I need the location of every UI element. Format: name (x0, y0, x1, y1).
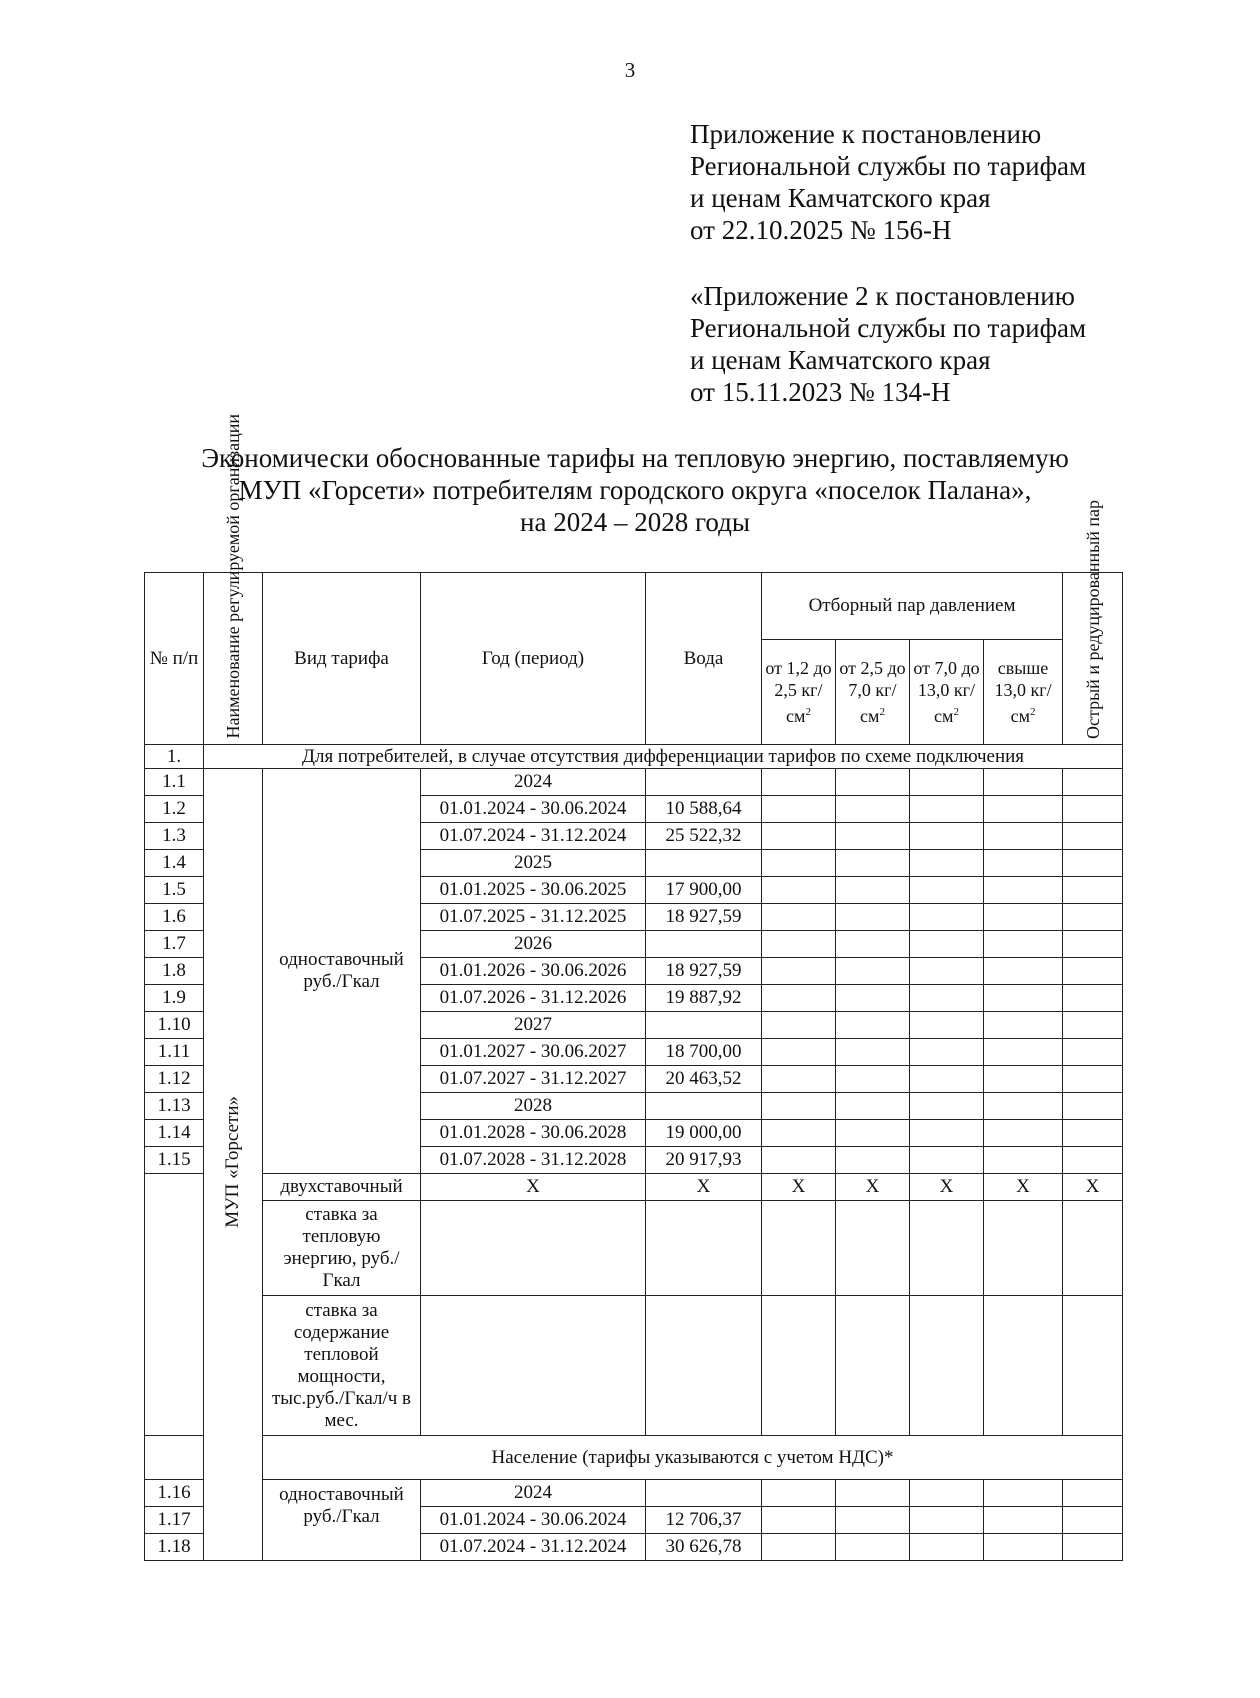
row-water: 18 927,59 (646, 958, 762, 985)
appendix-header-2 (690, 280, 1086, 408)
header-pressure-3: от 7,0 до 13,0 $кг/см^2$ (910, 640, 984, 745)
row-water: 18 927,59 (646, 904, 762, 931)
header-tariff-type: Вид тарифа (263, 573, 421, 745)
row-water (646, 931, 762, 958)
row-period: 01.07.2028 - 31.12.2028 (421, 1147, 646, 1174)
row-period: 01.07.2024 - 31.12.2024 (421, 823, 646, 850)
header-live-steam: Острый и редуцированный пар (1063, 573, 1123, 745)
row-water (646, 1012, 762, 1039)
row-water: 25 522,32 (646, 823, 762, 850)
title-line: на 2024 – 2028 годы (520, 507, 750, 537)
population-label: Население (тарифы указываются с учетом НДС)* (263, 1436, 1123, 1480)
row-period: 01.07.2025 - 31.12.2025 (421, 904, 646, 931)
row-num-empty (145, 1436, 204, 1480)
row-water (646, 850, 762, 877)
appendix-line: «Приложение 2 к постановлению (690, 281, 1075, 311)
row-num: 1.6 (145, 904, 204, 931)
row-water: 30 626,78 (646, 1534, 762, 1561)
appendix-header (690, 118, 1086, 246)
row-num: 1.1 (145, 769, 204, 796)
title-line: МУП «Горсети» потребителям городского округа «поселок Палана», (238, 475, 1032, 505)
energy-rate-label: ставка за тепловую энергию, руб./Гкал (263, 1201, 421, 1296)
tariff-type-single: одноставочный руб./Гкал (263, 769, 421, 1174)
row-water: 12 706,37 (646, 1507, 762, 1534)
row-period: 2027 (421, 1012, 646, 1039)
row-water: 10 588,64 (646, 796, 762, 823)
appendix-line: от 15.11.2023 № 134-Н (690, 377, 951, 407)
row-period: 01.01.2026 - 30.06.2026 (421, 958, 646, 985)
row-num: 1.7 (145, 931, 204, 958)
row-water (646, 769, 762, 796)
population-tariff-type: одноставочный руб./Гкал (263, 1480, 421, 1561)
row-num: 1.13 (145, 1093, 204, 1120)
row-period: 2024 (421, 769, 646, 796)
row-period: 01.01.2024 - 30.06.2024 (421, 796, 646, 823)
two-rate-mark: Х (836, 1174, 910, 1201)
row-water (646, 1093, 762, 1120)
appendix-line: и ценам Камчатского края (690, 183, 991, 213)
row-period: 01.01.2025 - 30.06.2025 (421, 877, 646, 904)
appendix-line: и ценам Камчатского края (690, 345, 991, 375)
row-period: 2026 (421, 931, 646, 958)
tariff-type-two-rate: двухставочный (263, 1174, 421, 1201)
row-num: 1.2 (145, 796, 204, 823)
row-water: 19 000,00 (646, 1120, 762, 1147)
row-num: 1.5 (145, 877, 204, 904)
appendix-line: Приложение к постановлению (690, 119, 1042, 149)
two-rate-mark: Х (1063, 1174, 1123, 1201)
row-num: 1.16 (145, 1480, 204, 1507)
row-period: 01.01.2027 - 30.06.2027 (421, 1039, 646, 1066)
row-num: 1.18 (145, 1534, 204, 1561)
row-num: 1.10 (145, 1012, 204, 1039)
row-period: 01.07.2026 - 31.12.2026 (421, 985, 646, 1012)
row-num-empty (145, 1174, 204, 1436)
row-num: 1.11 (145, 1039, 204, 1066)
row-period: 01.01.2028 - 30.06.2028 (421, 1120, 646, 1147)
title-line: Экономически обоснованные тарифы на тепловую энергию, поставляемую (201, 443, 1069, 473)
two-rate-mark: Х (421, 1174, 646, 1201)
row-water (646, 1480, 762, 1507)
row-num: 1.17 (145, 1507, 204, 1534)
page-number: 3 (624, 58, 636, 82)
header-num: № п/п (145, 573, 204, 745)
organization-cell (204, 769, 263, 1561)
section-label: Для потребителей, в случае отсутствия дифференциации тарифов по схеме подключения (204, 745, 1123, 769)
document-title (150, 442, 1120, 538)
row-period: 01.07.2027 - 31.12.2027 (421, 1066, 646, 1093)
appendix-line: Региональной службы по тарифам (690, 151, 1087, 181)
section-num: 1. (145, 745, 204, 769)
row-num: 1.3 (145, 823, 204, 850)
row-water: 18 700,00 (646, 1039, 762, 1066)
row-water: 19 887,92 (646, 985, 762, 1012)
row-num: 1.8 (145, 958, 204, 985)
appendix-line: от 22.10.2025 № 156-Н (690, 215, 952, 245)
row-period: 01.01.2024 - 30.06.2024 (421, 1507, 646, 1534)
row-period: 01.07.2024 - 31.12.2024 (421, 1534, 646, 1561)
two-rate-mark: Х (762, 1174, 836, 1201)
row-num: 1.4 (145, 850, 204, 877)
row-period: 2025 (421, 850, 646, 877)
row-water: 20 917,93 (646, 1147, 762, 1174)
row-water: 17 900,00 (646, 877, 762, 904)
row-period: 2028 (421, 1093, 646, 1120)
row-num: 1.9 (145, 985, 204, 1012)
two-rate-mark: Х (910, 1174, 984, 1201)
header-organization: Наименование регулируемой организации (204, 573, 263, 745)
header-steam-group: Отборный пар давлением (762, 573, 1063, 640)
header-pressure-1: от 1,2 до 2,5 $кг/см^2$ (762, 640, 836, 745)
header-pressure-4: свыше 13,0 $кг/см^2$ (984, 640, 1063, 745)
row-num: 1.14 (145, 1120, 204, 1147)
row-water: 20 463,52 (646, 1066, 762, 1093)
row-num: 1.15 (145, 1147, 204, 1174)
row-num: 1.12 (145, 1066, 204, 1093)
appendix-line: Региональной службы по тарифам (690, 313, 1087, 343)
header-pressure-2: от 2,5 до 7,0 $кг/см^2$ (836, 640, 910, 745)
two-rate-mark: Х (646, 1174, 762, 1201)
two-rate-mark: Х (984, 1174, 1063, 1201)
organization-name: МУП «Горсети» (222, 1095, 243, 1228)
header-period: Год (период) (421, 573, 646, 745)
row-period: 2024 (421, 1480, 646, 1507)
header-water: Вода (646, 573, 762, 745)
capacity-rate-label: ставка за содержание тепловой мощности, тыс.руб./Гкал/ч в мес. (263, 1296, 421, 1436)
